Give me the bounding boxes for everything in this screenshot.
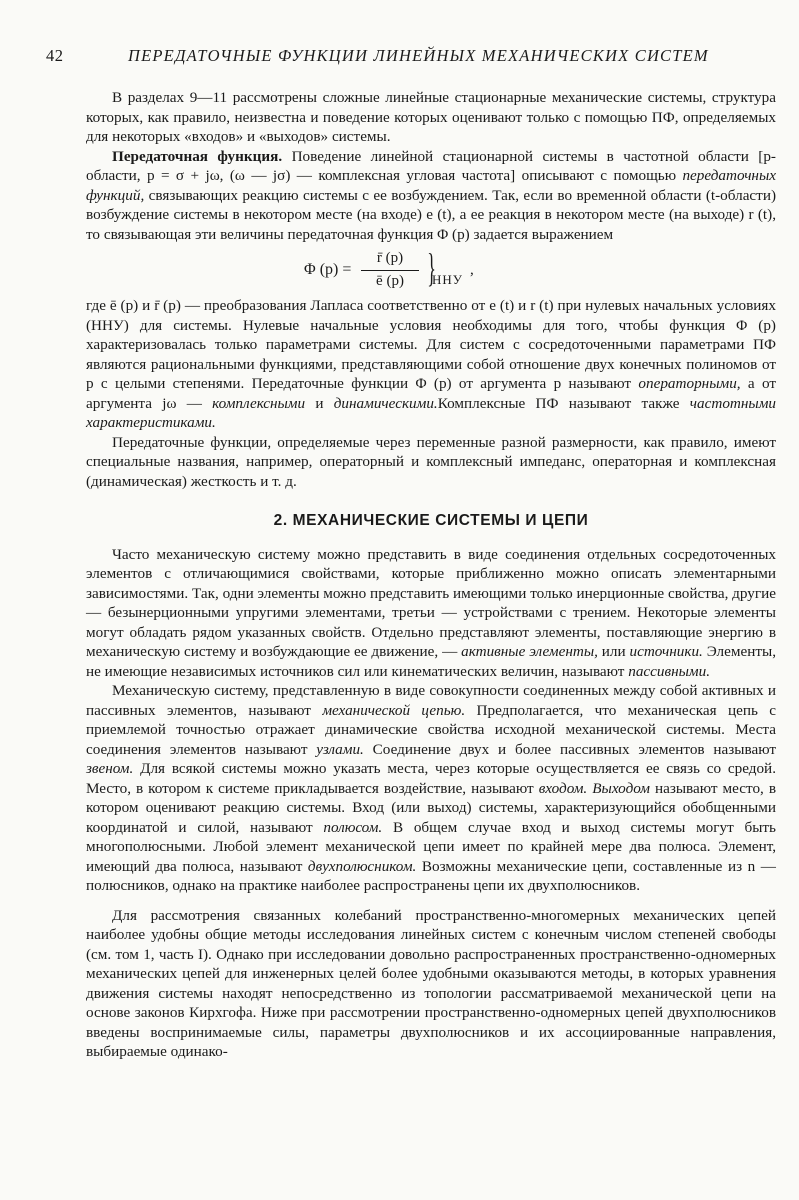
italic-term: входом. <box>538 779 588 797</box>
transfer-function-formula <box>86 246 776 294</box>
formula-comma: , <box>470 261 474 278</box>
formula-condition: ННУ <box>432 272 463 287</box>
paragraph-intro: В разделах 9—11 рассмотрены сложные линейные стационарные механические системы, структура которых, как правило, неизвестна и поведение которых оценивают только с помощью ПФ, определяемых для некоторых «входов» и «выходов» системы. <box>86 89 776 145</box>
italic-term: комплексными <box>212 394 306 412</box>
text-run: а от аргумента jω — <box>86 375 777 412</box>
term-transfer-function: Передаточная функция. <box>112 147 283 165</box>
text-run: связывающих реакцию системы с ее возбуждением. Так, если во временной области (t-области) возбуждение системы в некотором месте (на входе) e (t), а ее реакция в некотором месте (на выходе) r (t), то связывающая эти величины передаточная функция Φ (p) задается выражением <box>86 186 776 243</box>
italic-term: звеном. <box>86 760 134 777</box>
running-title: ПЕРЕДАТОЧНЫЕ ФУНКЦИИ ЛИНЕЙНЫХ МЕХАНИЧЕСКИХ СИСТЕМ <box>128 46 709 65</box>
section-heading: 2. МЕХАНИЧЕСКИЕ СИСТЕМЫ И ЦЕПИ <box>273 512 589 529</box>
italic-term: источники. <box>629 643 703 660</box>
text-run: Поведение линейной стационарной системы в частотной области [p-области, p = σ + jω, (ω — jσ) — комплексная угловая частота] описывают с помощью <box>86 147 776 184</box>
paragraph-gap <box>86 896 776 906</box>
formula-lhs: Φ (p) = <box>304 261 352 278</box>
text-run: В общем случае вход и выход системы могут быть многополюсными. Любой элемент механической цепи имеет по крайней мере два полюса. Элемент, имеющий два полюса, называют <box>86 818 776 875</box>
paragraph-dimensions: Передаточные функции, определяемые через переменные разной размерности, как правило, имеют специальные названия, например, операторный и комплексный импеданс, операторная и комплексная (динамическая) жесткость и т. д. <box>86 433 776 490</box>
italic-term: пассивными. <box>628 662 710 680</box>
italic-term: механической цепью. <box>322 701 466 719</box>
text-run: Часто механическую систему можно представить в виде соединения отдельных сосредоточенных элементов с отличающимися свойствами, которые приближенно можно описать элементарными зависимостями. Так, одни элементы можно представить имеющими только инерционные свойства, другие — безынерционными упругими элементами, третьи — устройствами с трением. Некоторые элементы могут обладать рядом указанных свойств. Отдельно представляют элементы, поставляющие энергию в механическую систему и возбуждающие ее движение, — <box>86 545 776 660</box>
text-run: Возможны механические цепи, составленные из n — полюсников, однако на практике наиболее распространены цепи их двухполюсников. <box>86 857 776 894</box>
paragraph-elements <box>86 545 776 682</box>
text-run: и <box>305 394 334 412</box>
italic-term: частотными характеристиками. <box>86 394 776 431</box>
text-run: Соединение двух и более пассивных элементов называют <box>363 740 776 758</box>
text-run: или <box>597 643 630 660</box>
page-header <box>46 46 739 70</box>
formula-denominator: ē (p) <box>376 272 404 289</box>
text-run: Механическую систему, представленную в виде совокупности соединенных между собой активных и пассивных элементов, называют <box>86 682 776 719</box>
formula-brace: } <box>427 245 436 290</box>
italic-term: полюсом. <box>323 818 383 836</box>
page-number: 42 <box>46 46 64 65</box>
paragraph-laplace <box>86 296 776 433</box>
italic-term: узлами. <box>316 740 364 758</box>
italic-term: Выходом <box>592 779 650 797</box>
text-run: Комплексные ПФ называют также <box>437 394 690 412</box>
italic-term: передаточных функций, <box>86 167 776 204</box>
text-run: называют место, в котором оценивают реакцию системы. Вход (или выход) системы, характеризующийся обобщенными координатой и силой, называют <box>86 779 777 836</box>
paragraph-mechanical-circuit <box>86 681 776 896</box>
italic-term: двухполюсником. <box>307 857 417 875</box>
page-body <box>86 88 776 1062</box>
italic-term: динамическими. <box>333 394 438 412</box>
paragraph-transfer-function <box>86 147 776 245</box>
text-run: Предполагается, что механическая цепь с приемлемой точностью отражает динамические свойства исходной механической системы. Места соединения элементов называют <box>86 701 776 758</box>
text-run: где ē (p) и r̄ (p) — преобразования Лапласа соответственно от e (t) и r (t) при нулевых начальных условиях (ННУ) для системы. Нулевые начальные условия необходимы для того, чтобы функция Φ (p) характеризовалась только параметрами системы. Для систем с сосредоточенными параметрами ПФ являются рациональными функциями, представляющими собой отношение двух конечных полиномов от p с целыми степенями. Передаточные функции Φ (p) от аргумента p называют <box>86 297 776 392</box>
text-run: Элементы, не имеющие независимых источников сил или кинематических величин, называют <box>86 643 776 680</box>
italic-term: операторными, <box>638 375 741 392</box>
formula-numerator: r̄ (p) <box>361 249 419 271</box>
paragraph-kirchhoff: Для рассмотрения связанных колебаний пространственно-многомерных механических цепей наиболее удобны общие методы исследования линейных систем с конечным числом степеней свободы (см. том 1, часть I). Однако при исследовании довольно распространенных пространственно-одномерных механических цепей для инженерных целей более удобными оказываются методы, в которых уравнения движения системы находят непосредственно из топологии рассматриваемой механической цепи на основе законов Кирхгофа. Ниже при рассмотрении пространственно-одномерных цепей двухполюсников введены воспринимаемые силы, параметры двухполюсников и их ассоциированные направления, выбираемые одинако- <box>86 906 776 1060</box>
italic-term: активные элементы, <box>461 643 598 660</box>
formula-fraction <box>361 249 419 291</box>
text-run: Для всякой системы можно указать места, через которые осуществляется ее связь со средой. Место, в котором к системе прикладывается воздействие, называют <box>86 760 776 797</box>
